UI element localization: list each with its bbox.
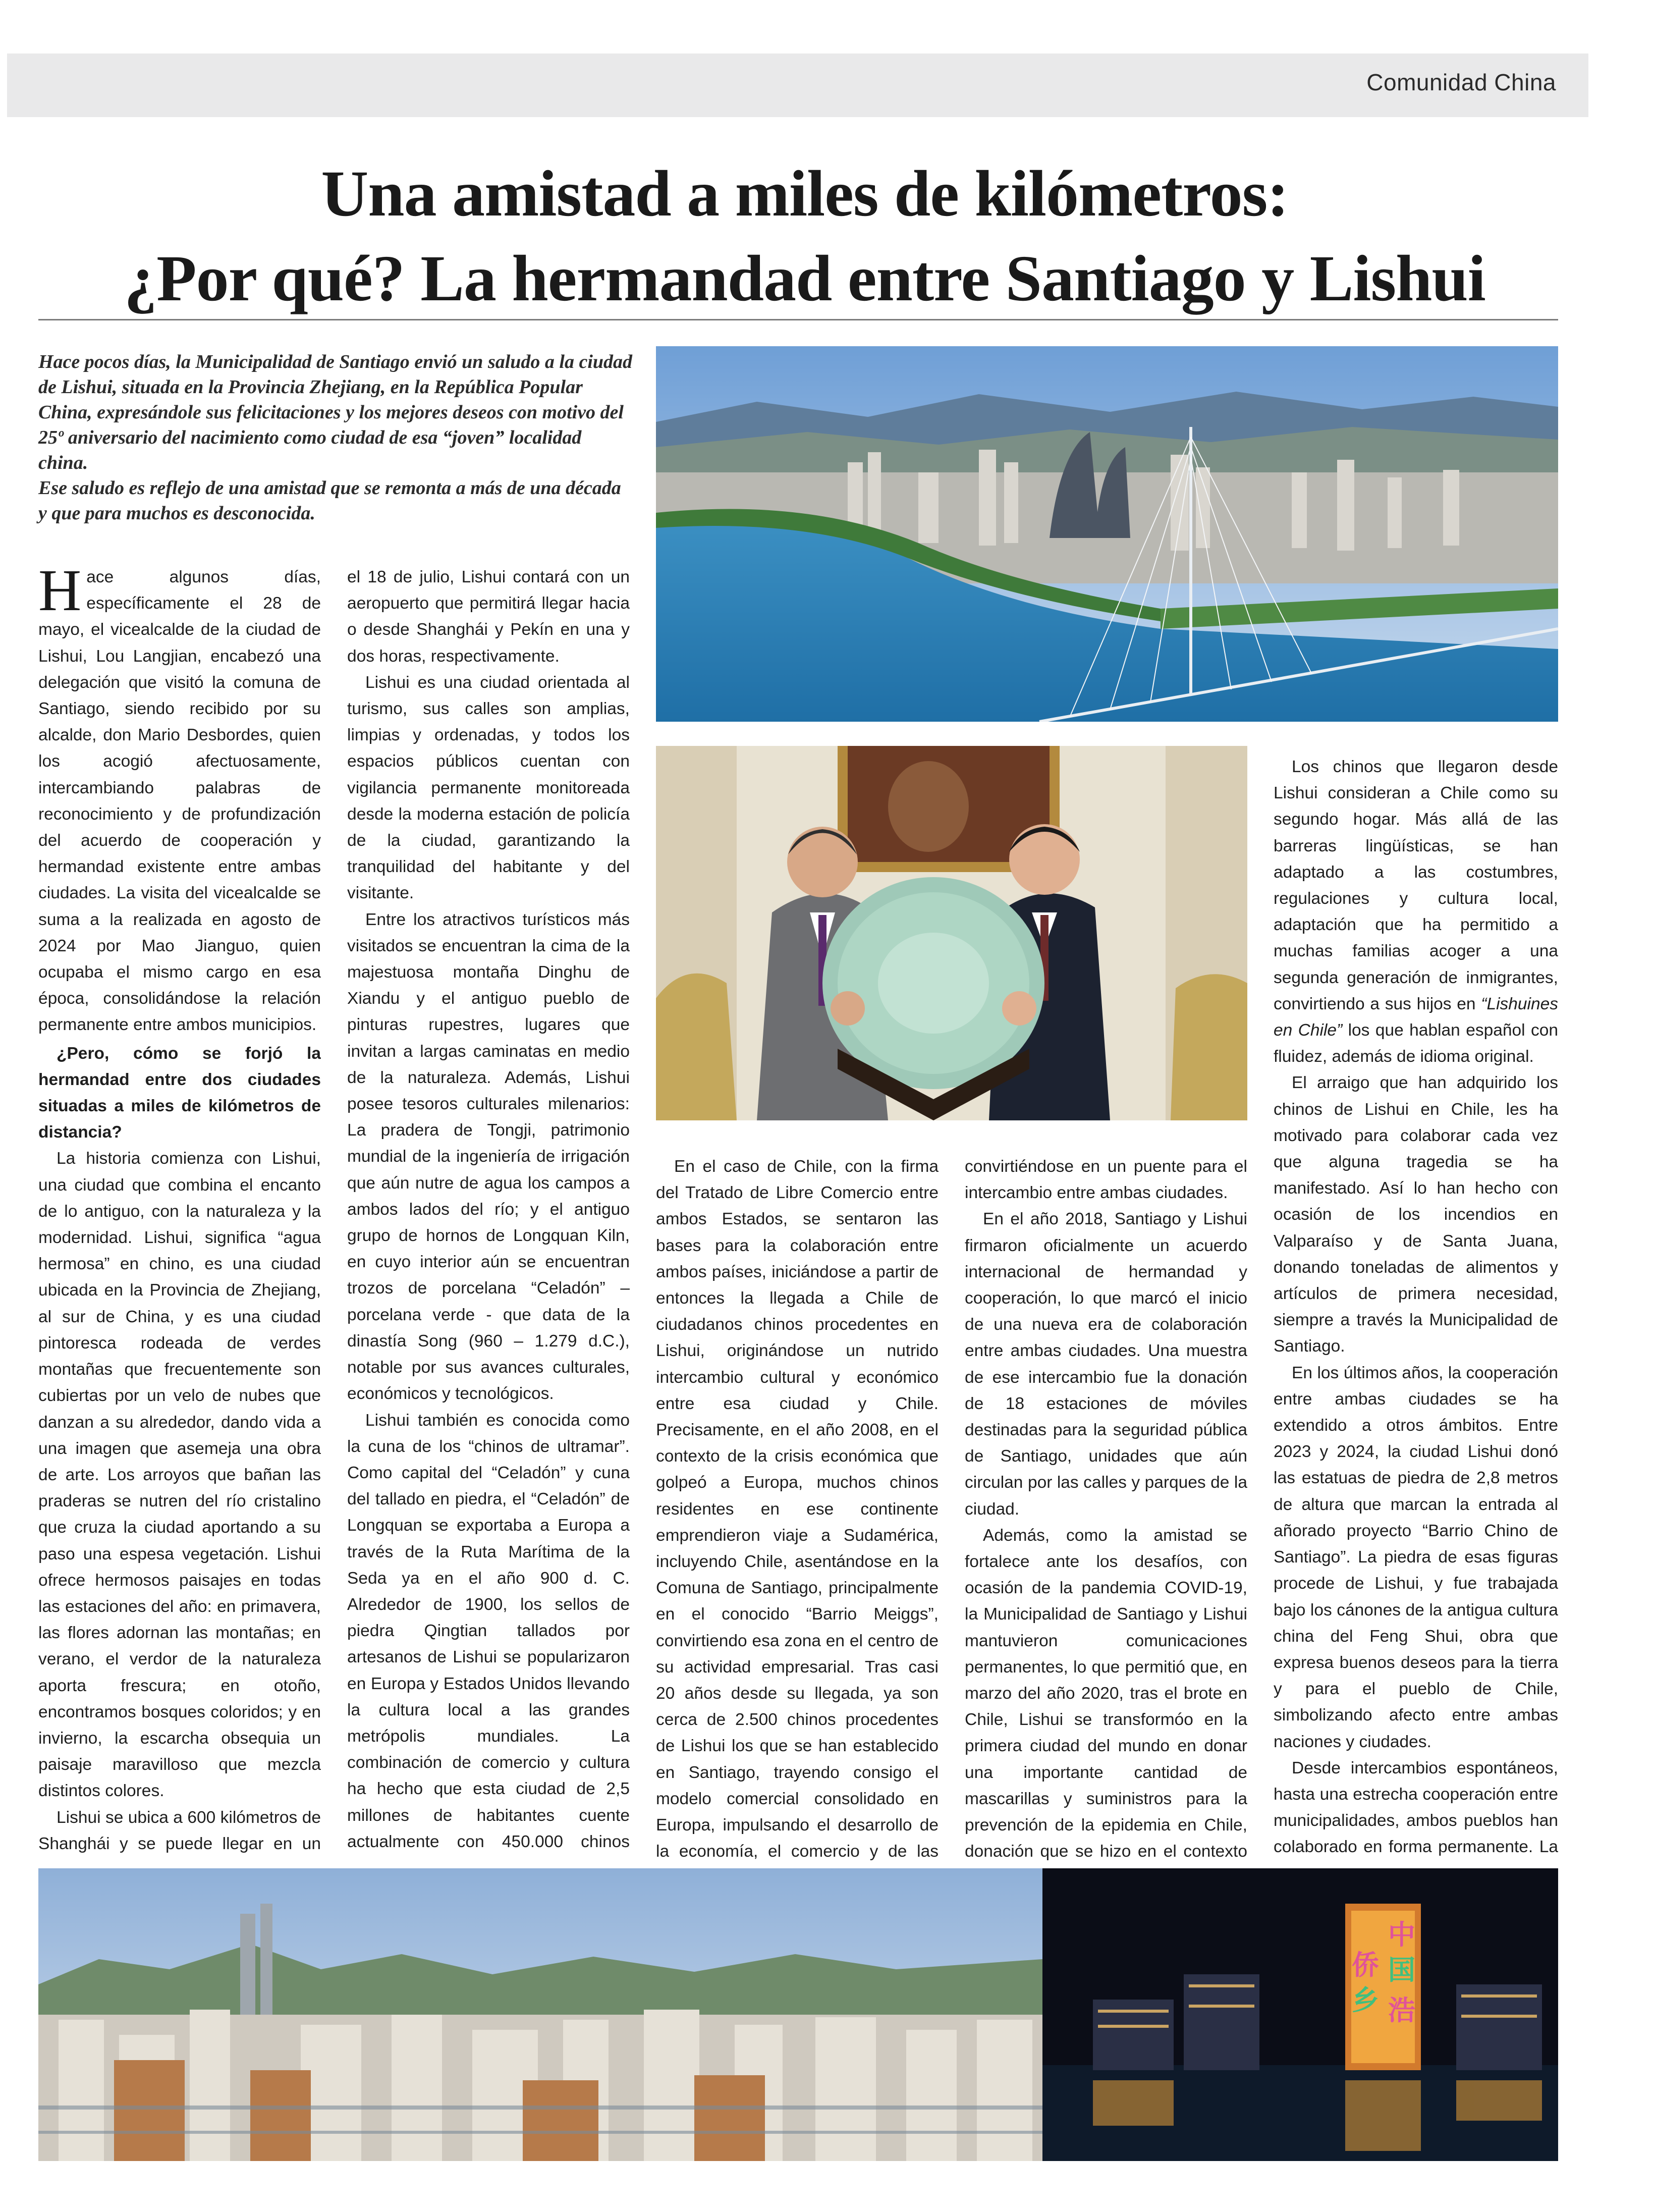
body-paragraph: En el caso de Chile, con la firma del Tratado de Libre Comercio entre ambos Estados, se sentaron las bases para la colaboración entre ambos países, iniciándose a partir de entonces la llegada a Chile de ciudadanos chinos procedentes en Lishui, originándose un nutrido intercambio cultural y económico entre esa ciudad y Chile. Precisamente, en el año 2008, en el contexto de la crisis económica que golpeó a Europa, muchos chinos residentes en ese continente emprendieron viaje a Sudamérica, incluyendo Chile, asentándose en la Comuna de Santiago, principalmente en el conocido “Barrio Meiggs”, convirtiendo esa zona en el centro de su actividad empresarial. Tras casi 20 años desde su llegada, ya son cerca de 2.500 chinos procedentes de Lishui los que se han establecido en Santiago, trayendo consigo el modelo comercial consolidado en Europa, impulsando el desarrollo de la economía, el comercio y de las: [656, 1157, 939, 1860]
headline-line-1: Una amistad a miles de kilómetros:: [321, 157, 1289, 230]
body-paragraph: [1274, 754, 1558, 1070]
photo-city-skyline-day: [38, 1868, 1042, 2161]
photo-aerial-city-bridge: [656, 346, 1558, 722]
body-paragraph: La historia comienza con Lishui, una ciudad que combina el encanto de lo antiguo, con la naturaleza y la modernidad. Lishui, significa “agua hermosa” en chino, es una ciudad ubicada en la Provincia de Zhejiang, al sur de China, y es una ciudad pintoresca rodeada de verdes montañas que frecuentemente son cubiertas por un velo de nubes que danzan a su alrededor, dando vida a una imagen que asemeja una obra de arte. Los arroyos que bañan las praderas se nutren del río cristalino que cruza la ciudad aportando a su paso una espesa vegetación. Lishui ofrece hermosos paisajes en todas las estaciones del año: en primavera, las flores adornan las montañas; en verano, el verdor de la naturaleza aporta frescura; en otoño, encontramos bosques coloridos; y en invierno, la escarcha obsequia un paisaje maravilloso que mezcla distintos colores.: [38, 1149, 321, 1801]
article-subheading: ¿Pero, cómo se forjó la hermandad entre dos ciudades situadas a miles de kilómetros de distancia?: [38, 1044, 321, 1142]
article-column-5: [1274, 754, 1558, 1864]
body-paragraph: En los últimos años, la cooperación entre ambas ciudades se ha extendido a otros ámbitos. Entre 2023 y 2024, la ciudad Lishui donó las estatuas de piedra de 2,8 metros de altura que marcan la entrada al añorado proyecto “Barrio Chino de Santiago”. La piedra de esas figuras procede de Lishui, y fue trabajada bajo los cánones de la antigua cultura china del Feng Shui, obra que expresa buenos deseos para la tierra y para el pueblo de Chile, simbolizando afecto entre ambas naciones y ciudades.: [1274, 1363, 1558, 1751]
lead-paragraph-2: Ese saludo es reflejo de una amistad que se remonta a más de una década y que para muchos es desconocida.: [38, 477, 621, 524]
photo-city-skyline-night: [1042, 1868, 1558, 2161]
body-paragraph: Lishui es una ciudad orientada al turismo, sus calles son amplias, limpias y ordenadas, y todos los espacios públicos cuentan con vigilancia permanente monitoreada desde la moderna estación de policía de la ciudad, garantizando la tranquilidad del habitante y del visitante.: [347, 673, 630, 903]
headline-divider: [38, 319, 1558, 320]
body-paragraph: En el año 2018, Santiago y Lishui firmaron oficialmente un acuerdo internacional de hermandad y cooperación, lo que marcó el inicio de una nueva era de colaboración entre ambas ciudades. Una muestra de ese intercambio fue la donación de 18 estaciones de móviles destinadas para la seguridad pública de Santiago, unidades que aún circulan por las calles y parques de la ciudad.: [965, 1210, 1247, 1519]
tower-sign-character: 中: [1388, 1919, 1415, 1951]
body-paragraph: convirtiéndose en un puente para el intercambio entre ambas ciudades.: [965, 1157, 1247, 1203]
body-paragraph: El arraigo que han adquirido los chinos de Lishui en Chile, les ha motivado para colaborar cada vez que alguna tragedia se ha manifestado. Así lo han hecho con ocasión de los incendios en Valparaíso y de Santa Juana, donando toneladas de alimentos y artículos de primera necesidad, siempre a través la Municipalidad de Santiago.: [1274, 1073, 1558, 1356]
body-paragraph: Además, como la amistad se fortalece ante los desafíos, con ocasión de la pandemia COVID-19, la Municipalidad de Santiago y Lishui mantuvieron comunicaciones permanentes, lo que permitió que, en marzo del año 2020, tras el brote en Chile, Lishui se transformóo en la primera ciudad del mundo en donar una importante cantidad de mascarillas y suministros para la prevención de la epidemia en Chile, donación que se hizo en el contexto: [965, 1526, 1247, 1860]
body-paragraph: Desde intercambios espontáneos, hasta una estrecha cooperación entre municipalidades, ambos pueblos han colaborado en forma permanente. La: [1274, 1758, 1558, 1857]
body-paragraph: Entre los atractivos turísticos más visitados se encuentran la cima de la majestuosa montaña Dinghu de Xiandu y el antiguo pueblo de pinturas rupestres, lugares que invitan a largas caminatas en medio de la naturaleza. Además, Lishui posee tesoros culturales milenarios: La pradera de Tongji, patrimonio mundial de la ingeniería de irrigación que aún nutre de agua los campos a ambos lados del río; y el antiguo grupo de hornos de Longquan Kiln, en cuyo interior aún se encuentran trozos de porcelana “Celadón” – porcelana verde - que data de la dinastía Song (960 – 1.279 d.C.), notable por sus avances culturales, económicos y tecnológicos.: [347, 910, 630, 1404]
body-text: ace algunos días, específicamente el 28 de mayo, el vicealcalde de la ciudad de Lishui, Lou Langjian, encabezó una delegación que visitó la comuna de Santiago, siendo recibido por su alcalde, don Mario Desbordes, quien los acogió afectuosamente, intercambiando palabras de reconocimiento y de profundización del acuerdo de cooperación y hermandad existente entre ambas ciudades. La visita del vicealcalde se suma a la realizada en agosto de 2024 por Mao Jianguo, quien ocupaba el mismo cargo en esa época, consolidándose la relación permanente entre ambos municipios.: [38, 568, 321, 1035]
drop-cap: H: [38, 564, 82, 623]
body-paragraph: el 18 de julio, Lishui contará con un aeropuerto que permitirá llegar hacia o desde Shanghái y Pekín en una y dos horas, respectivamente.: [347, 568, 630, 666]
tower-sign-character: 国: [1388, 1954, 1415, 1986]
tower-sign-character: 侨: [1352, 1949, 1379, 1981]
section-label: Comunidad China: [1366, 69, 1556, 95]
body-paragraph: Lishui se ubica a 600 kilómetros de Shanghái y se puede llegar en un: [38, 1808, 321, 1853]
headline: [35, 151, 1574, 321]
article-column-4: [965, 1154, 1247, 1860]
article-column-1: [38, 564, 321, 1856]
article-lead: [38, 349, 634, 526]
tower-sign-character: 浩: [1388, 1994, 1415, 2026]
lead-paragraph-1: Hace pocos días, la Municipalidad de Santiago envió un saludo a la ciudad de Lishui, situada en la Provincia Zhejiang, en la República Popular China, expresándole sus felicitaciones y los mejores deseos con motivo del 25º aniversario del nacimiento como ciudad de esa “joven” localidad china.: [38, 351, 633, 473]
headline-line-2: ¿Por qué? La hermandad entre Santiago y Lishui: [124, 242, 1485, 315]
section-header-bar: [7, 53, 1588, 117]
body-text: los que hablan español con fluidez, además de idioma original.: [1274, 1021, 1558, 1066]
body-text: Los chinos que llegaron desde Lishui consideran a Chile como su segundo hogar. Más allá de las barreras lingüísticas, se han adaptado a las costumbres, regulaciones y cultura local, adaptación que ha permitido a muchas familias acoger a una segunda generación de inmigrantes, convirtiendo a sus hijos en: [1274, 758, 1558, 1013]
body-text-italic: “Lishuines en Chile”: [1274, 994, 1558, 1040]
article-column-3: [656, 1154, 939, 1860]
body-paragraph: [38, 564, 321, 1039]
body-paragraph: Lishui también es conocida como la cuna de los “chinos de ultramar”. Como capital del “Celadón” y cuna del tallado en piedra, el “Celadón” de Longquan se exportaba a Europa a través de la Ruta Marítima de la Seda ya en el año 900 d. C. Alrededor de 1900, los sellos de piedra Qingtian tallados por artesanos de Lishui se popularizaron en Europa y Estados Unidos llevando la cultura local a las grandes metrópolis mundiales. La combinación de comercio y cultura ha hecho que esta ciudad de 2,5 millones de habitantes cuente actualmente con 450.000 chinos: [347, 1411, 630, 1851]
article-column-2: [347, 564, 630, 1856]
tower-sign-character: 乡: [1352, 1984, 1379, 2016]
photo-officials-celadon-plate: [656, 746, 1247, 1120]
